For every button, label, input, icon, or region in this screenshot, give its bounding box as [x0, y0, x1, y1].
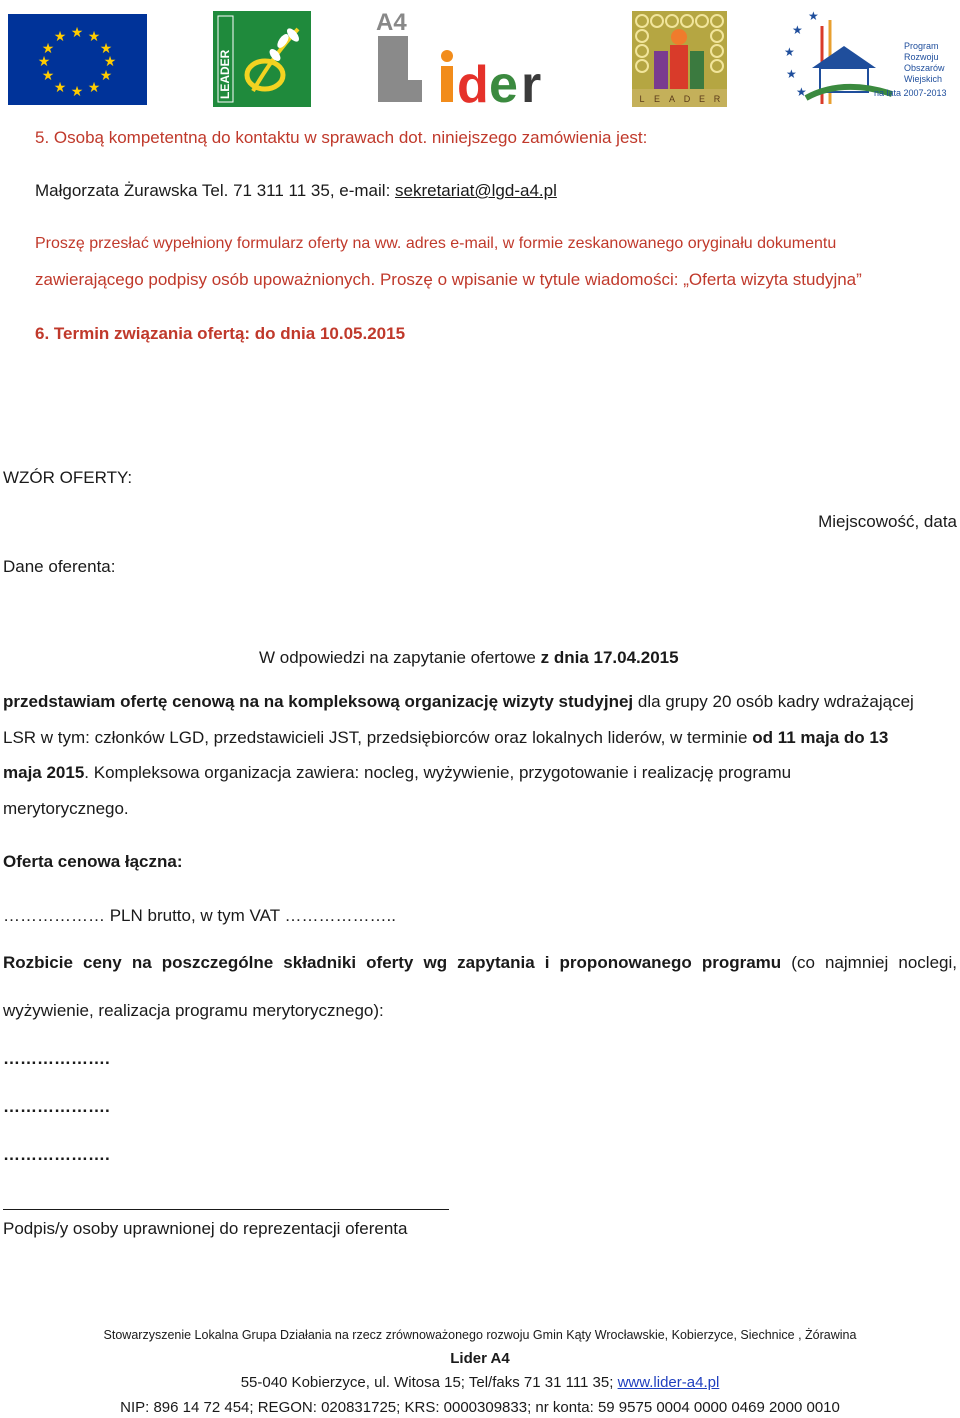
place-date-label: Miejscowość, data — [818, 512, 957, 531]
price-breakdown-text: (co najmniej noclegi, — [781, 953, 957, 972]
svg-text:★: ★ — [87, 80, 101, 96]
prow-logo-line-1: Program — [904, 41, 939, 51]
svg-text:★: ★ — [784, 45, 795, 59]
signature-label: Podpis/y osoby uprawnionej do reprezentacji oferenta — [3, 1219, 408, 1238]
offer-paragraph-bold-2: od 11 maja do 13 — [752, 728, 889, 747]
prow-logo-line-3: Obszarów — [904, 63, 945, 73]
offer-paragraph-bold-3: maja 2015 — [3, 763, 85, 782]
leader-box-letter-a: A — [668, 94, 676, 104]
offer-paragraph-text-3: . Kompleksowa organizacja zawiera: nocleg, wyżywienie, przygotowanie i realizację programu — [84, 763, 792, 782]
leader-logo-text: LEADER — [218, 49, 232, 99]
leader-community-logo — [632, 11, 727, 107]
lider-a4-logo — [375, 6, 567, 106]
email-notice-line-2: zawierającego podpisy osób upoważnionych. Proszę o wpisanie w tytule wiadomości: „Oferta wizyta studyjna” — [35, 270, 862, 289]
section-6-heading: 6. Termin związania ofertą: do dnia 10.05.2015 — [35, 324, 406, 343]
offer-paragraph-bold-1: przedstawiam ofertę cenową na na kompleksową organizację wizyty studyjnej — [3, 692, 634, 711]
leader-box-letter-e2: E — [698, 94, 706, 104]
svg-text:★: ★ — [796, 85, 807, 99]
leader-logo — [213, 11, 311, 107]
offer-paragraph-text-2: LSR w tym: członków LGD, przedstawicieli JST, przedsiębiorców oraz lokalnych liderów, w terminie — [3, 728, 753, 747]
contact-person: Małgorzata Żurawska Tel. 71 311 11 35, e-mail: — [35, 181, 396, 200]
svg-text:★: ★ — [792, 23, 803, 37]
lider-logo-a4: A4 — [376, 9, 407, 36]
svg-text:★: ★ — [99, 41, 113, 57]
total-price-line: ……………… PLN brutto, w tym VAT ……………….. — [3, 906, 396, 925]
price-breakdown-line-2: wyżywienie, realizacja programu merytorycznego): — [3, 1001, 384, 1020]
prow-logo-line-2: Rozwoju — [904, 52, 939, 62]
eu-flag-logo — [8, 14, 147, 105]
reply-prefix: W odpowiedzi na zapytanie ofertowe — [259, 648, 541, 667]
svg-text:★: ★ — [99, 68, 113, 84]
price-breakdown-bold: Rozbicie ceny na poszczególne składniki oferty wg zapytania i proponowanego programu — [3, 953, 782, 972]
offer-paragraph-line-1 — [3, 691, 914, 713]
svg-text:d: d — [457, 56, 489, 106]
contact-line — [35, 180, 557, 202]
total-price-heading: Oferta cenowa łączna: — [3, 852, 183, 871]
svg-text:★: ★ — [41, 41, 55, 57]
svg-text:★: ★ — [70, 84, 84, 100]
svg-text:★: ★ — [808, 9, 819, 23]
leader-box-letter-l: L — [639, 94, 645, 104]
svg-text:r: r — [521, 56, 542, 106]
svg-text:★: ★ — [37, 54, 51, 70]
signature-line — [3, 1209, 449, 1210]
footer-org-name: Lider A4 — [450, 1350, 510, 1367]
breakdown-dots-3: ………………. — [3, 1145, 110, 1164]
footer-address-line — [0, 1373, 960, 1392]
svg-text:★: ★ — [786, 67, 797, 81]
offer-template-title: WZÓR OFERTY: — [3, 468, 133, 487]
prow-logo-line-4: Wiejskich — [904, 74, 943, 84]
svg-text:★: ★ — [103, 54, 117, 70]
breakdown-dots-1: ………………. — [3, 1049, 110, 1068]
offer-paragraph-line-2 — [3, 727, 888, 749]
breakdown-dots-2: ………………. — [3, 1097, 110, 1116]
email-notice-line-1: Proszę przesłać wypełniony formularz oferty na ww. adres e-mail, w formie zeskanowanego oryginału dokumentu — [35, 235, 837, 252]
offer-paragraph-line-3 — [3, 762, 791, 784]
bidder-data-label: Dane oferenta: — [3, 557, 116, 576]
offer-paragraph-text-1: dla grupy 20 osób kadry wdrażającej — [633, 692, 914, 711]
svg-text:★: ★ — [41, 68, 55, 84]
leader-box-letter-d: D — [683, 94, 691, 104]
svg-text:★: ★ — [53, 29, 67, 45]
section-5-heading: 5. Osobą kompetentną do kontaktu w sprawach dot. niniejszego zamówienia jest: — [35, 128, 648, 147]
svg-text:e: e — [489, 56, 518, 106]
svg-text:★: ★ — [87, 29, 101, 45]
prow-logo-years: na lata 2007-2013 — [874, 88, 947, 98]
footer-association-line: Stowarzyszenie Lokalna Grupa Działania na rzecz zrównoważonego rozwoju Gmin Kąty Wrocławskie, Kobierzyce, Siechnice , Żórawina — [103, 1328, 857, 1342]
prow-logo — [782, 6, 954, 106]
svg-text:★: ★ — [70, 25, 84, 41]
price-breakdown-line-1 — [3, 952, 957, 974]
leader-box-letter-e: E — [653, 94, 661, 104]
footer-website-link[interactable]: www.lider-a4.pl — [617, 1374, 720, 1391]
reply-line — [259, 647, 679, 669]
offer-paragraph-line-4: merytorycznego. — [3, 799, 129, 818]
reply-date: z dnia 17.04.2015 — [540, 648, 679, 667]
contact-email-link[interactable]: sekretariat@lgd-a4.pl — [395, 181, 557, 200]
footer-address: 55-040 Kobierzyce, ul. Witosa 15; Tel/faks 71 31 111 35; — [240, 1374, 618, 1391]
footer-registry-line: NIP: 896 14 72 454; REGON: 020831725; KRS: 0000309833; nr konta: 59 9575 0004 0000 0469 2000 0010 — [120, 1399, 840, 1416]
leader-box-letter-r: R — [713, 94, 721, 104]
svg-text:★: ★ — [53, 80, 67, 96]
